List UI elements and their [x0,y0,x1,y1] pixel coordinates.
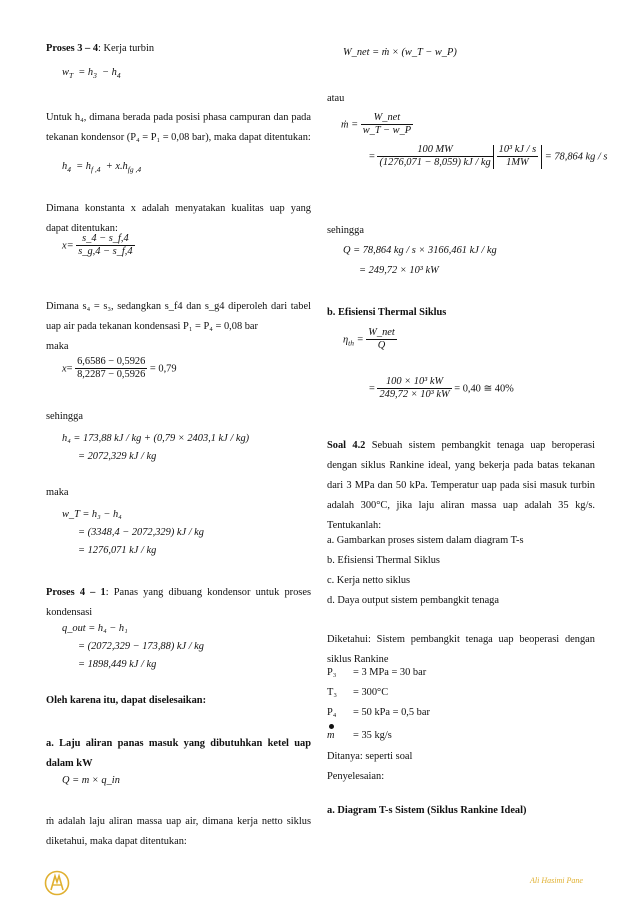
text-atau: atau [327,93,345,104]
paragraph-quality: Dimana konstanta x adalah menyatakan kualitas uap yang dapat ditentukan: [46,203,311,234]
proses41-desc: : Panas yang dibuang kondensor untuk proses kondensasi [46,587,311,618]
eta-value-result: = 0,40 ≅ 40% [454,383,514,395]
equation-q: Q = m × q_in [62,775,120,786]
equation-qout-c: = 1898,449 kJ / kg [78,659,157,670]
heading-b: b. Efisiensi Thermal Siklus [327,307,447,318]
proses41-title: Proses 4 – 1 [46,587,106,598]
eta-numerator: W_net [366,328,397,340]
m-value-denominator: (1276,071 − 8,059) kJ / kg [379,157,491,169]
question-item-d: d. Daya output sistem pembangkit tenaga [327,595,499,606]
mass-flow-dot [329,724,334,729]
question-item-b: b. Efisiensi Thermal Siklus [327,555,440,566]
equation-q2-b: = 249,72 × 10³ kW [359,265,439,276]
equation-q2-a: Q = 78,864 kg / s × 3166,461 kJ / kg [343,245,497,256]
m-numerator: W_net [361,113,413,125]
x-value-denominator: 8,2287 − 0,5926 [77,369,146,381]
text-sehingga-1: sehingga [46,411,83,422]
given-p4-value: = 50 kPa = 0,5 bar [353,707,430,718]
equation-wt: $w_T = h_3 - h_4$ [62,67,121,81]
equation-x-value: x= $\frac{6,6586 - 0,5926}{8,2287 - 0,5926}$ = 0,79 [62,356,177,381]
eta-value-denominator: 249,72 × 10³ kW [379,389,450,401]
m-value-result: = 78,864 kg / s [544,151,608,163]
heading-a: a. Laju aliran panas masuk yang dibutuhkan ketel uap dalam kW [46,738,311,769]
given-m-value: = 35 kg/s [353,730,392,741]
m-denominator: w_T − w_P [362,125,412,137]
soal-text: Sebuah sistem pembangkit tenaga uap beroperasi dengan siklus Rankine ideal, yang bekerja pada batas tekanan dari 3 MPa dan 50 kPa. Temperatur uap pada sisi masuk turbin adalah 300°C, jika laju aliran massa uap adalah 35 kg/s. Tentukanlah: [327,440,595,531]
equation-wt2-b: = (3348,4 − 2072,329) kJ / kg [78,527,204,538]
equation-wt2-c: = 1276,071 kJ / kg [78,545,157,556]
equation-x: x= $\frac{s\_4 - s\_f,4}{s\_g,4 - s\_f,4}$ [62,233,133,258]
equation-m-value: = $\frac{100 MW}{(1276,071 - 8,059) kJ / kg}$ $\frac{\text{10³ kJ / s}}{1MW}$ = 78,864 kg / s [369,144,608,169]
given-t3-value: = 300°C [353,687,389,698]
eta-denominator: Q [377,340,386,352]
soal-paragraph [327,436,595,536]
given-p4-key: P₄ [327,707,337,718]
eta-value-numerator: 100 × 10³ kW [377,377,451,389]
logo-icon [44,870,70,896]
x-value-numerator: 6,6586 − 0,5926 [75,357,147,369]
conversion-denominator: 1MW [506,157,529,169]
soal-title: Soal 4.2 [327,440,366,451]
equation-h4-result: = 2072,329 kJ / kg [78,451,157,462]
heading-oleh: Oleh karena itu, dapat diselesaikan: [46,695,207,706]
text-penyelesaian: Penyelesaian: [327,771,385,782]
proses34-title: Proses 3 – 4 [46,43,99,54]
paragraph-s4: Dimana s₄ = s₃, sedangkan s_f4 dan s_g4 diperoleh dari tabel uap air pada tekanan kondensasi P₁ = P₄ = 0,08 bar [46,301,311,332]
equation-wnet: W_net = ṁ × (w_T − w_P) [343,47,457,58]
given-t3-key: T₃ [327,687,337,698]
proses41-paragraph [46,583,311,623]
given-p3-value: = 3 MPa = 30 bar [353,667,427,678]
conversion-numerator: 10³ kJ / s [497,145,538,157]
equation-h4-value: h₄ = 173,88 kJ / kg + (0,79 × 2403,1 kJ / kg) [62,433,250,444]
text-maka-1: maka [46,341,69,352]
diketahui-paragraph: Diketahui: Sistem pembangkit tenaga uap beoperasi dengan siklus Rankine [327,634,595,665]
x-value-result: = 0,79 [149,363,177,375]
x-numerator: s_4 − s_f,4 [76,234,134,246]
paragraph-mass-flow: ṁ adalah laju aliran massa uap air, dimana kerja netto siklus diketahui, maka dapat ditentukan: [46,816,311,847]
equation-eta-value: = $\frac{\text{100 × 10³ kW}}{\text{249,72 × 10³ kW}}$ = 0,40 ≅ 40% [369,376,514,401]
equation-eta: $\eta_{th}$ = $\frac{\text{W\_net}}{Q}$ [343,327,395,352]
paragraph-h4: Untuk h₄, dimana berada pada posisi phasa campuran dan pada tekanan kondensor (P₄ = P₁ = 0,08 bar), maka dapat ditentukan: [46,112,311,143]
given-p3-key: P₃ [327,667,337,678]
text-maka-2: maka [46,487,69,498]
question-item-a: a. Gambarkan proses sistem dalam diagram T-s [327,535,524,546]
heading-a2: a. Diagram T-s Sistem (Siklus Rankine Ideal) [327,805,527,816]
proses34-desc: : Kerja turbin [98,43,155,54]
x-denominator: s_g,4 − s_f,4 [78,246,133,258]
equation-qout-a: q_out = h₄ − h₁ [62,623,128,634]
equation-h4: $h_4 = h_{f ,4} + x.h_{fg ,4}$ [62,161,142,175]
question-item-c: c. Kerja netto siklus [327,575,411,586]
equation-wt2-a: w_T = h₃ − h₄ [62,509,122,520]
text-ditanya: Ditanya: seperti soal [327,751,413,762]
text-sehingga-2: sehingga [327,225,364,236]
author-name: Ali Hasimi Pane [530,876,583,885]
given-m-key: m [327,730,335,741]
equation-m: ṁ = $\frac{\text{W\_net}}{w\_T - w\_P}$ [341,112,412,137]
m-value-numerator: 100 MW [377,145,492,157]
equation-qout-b: = (2072,329 − 173,88) kJ / kg [78,641,204,652]
proses34-heading [46,44,154,54]
